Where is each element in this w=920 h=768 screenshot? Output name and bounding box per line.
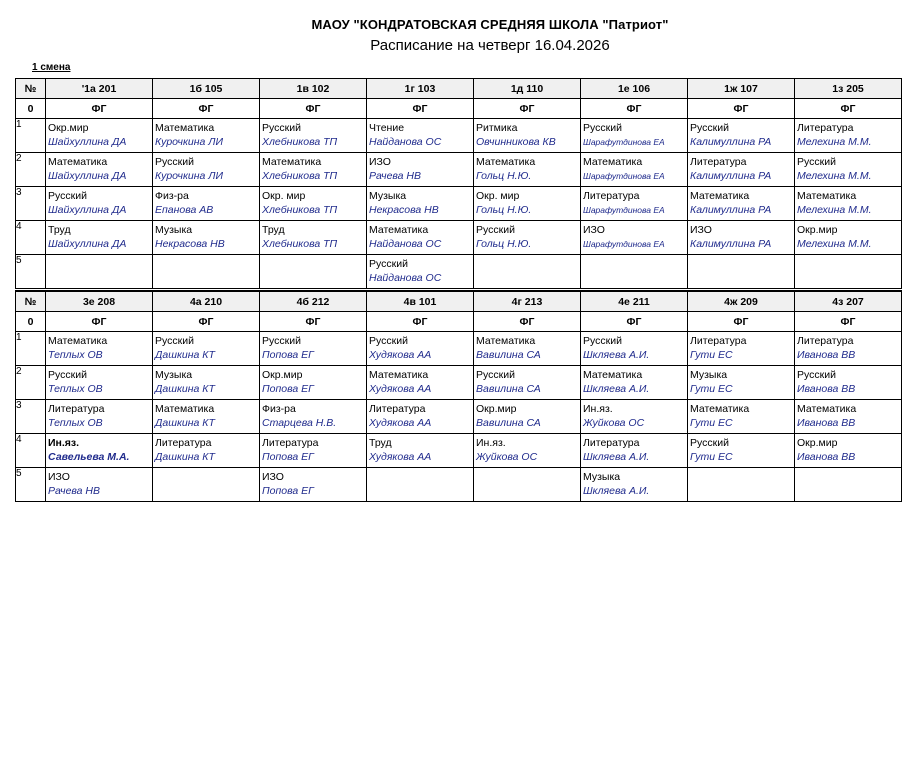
teacher-name: Найданова ОС xyxy=(369,136,442,148)
lesson-cell xyxy=(46,366,153,400)
teacher-name: Гути ЕС xyxy=(690,451,733,463)
teacher-name: Гути ЕС xyxy=(690,417,733,429)
teacher-name: Шарафутдинова ЕА xyxy=(583,205,665,215)
lesson-cell xyxy=(367,187,474,221)
class-header: 1з 205 xyxy=(795,79,902,99)
subject-name: Русский xyxy=(155,156,194,168)
teacher-name: Дашкина КТ xyxy=(155,417,215,429)
fg-cell: ФГ xyxy=(474,312,581,332)
subject-name: Музыка xyxy=(155,369,193,381)
subject-name: ИЗО xyxy=(690,224,712,236)
lesson-cell xyxy=(46,434,153,468)
lesson-cell xyxy=(688,255,795,289)
teacher-name: Мелехина М.М. xyxy=(797,170,872,182)
teacher-name: Иванова ВВ xyxy=(797,451,856,463)
teacher-name: Гольц Н.Ю. xyxy=(476,238,532,250)
teacher-name: Шарафутдинова ЕА xyxy=(583,239,665,249)
teacher-name: Шкляева А.И. xyxy=(583,485,650,497)
lesson-cell xyxy=(474,255,581,289)
lesson-cell xyxy=(153,187,260,221)
subject-name: Литература xyxy=(797,122,854,134)
teacher-name: Найданова ОС xyxy=(369,272,442,284)
lesson-cell xyxy=(795,153,902,187)
subject-name: Окр.мир xyxy=(797,437,838,449)
fg-cell: ФГ xyxy=(581,99,688,119)
class-header: 4ж 209 xyxy=(688,291,795,312)
subject-name: Математика xyxy=(797,403,857,415)
class-header: 4г 213 xyxy=(474,291,581,312)
lesson-cell xyxy=(688,434,795,468)
subject-name: ИЗО xyxy=(262,471,284,483)
subject-name: Математика xyxy=(690,403,750,415)
teacher-name: Вавилина СА xyxy=(476,383,541,395)
lesson-row xyxy=(16,400,902,434)
lesson-row xyxy=(16,153,902,187)
teacher-name: Жуйкова ОС xyxy=(476,451,538,463)
subject-name: Литература xyxy=(583,437,640,449)
lesson-cell xyxy=(260,468,367,502)
lesson-row xyxy=(16,366,902,400)
subject-name: Окр. мир xyxy=(476,190,520,202)
lesson-cell xyxy=(46,400,153,434)
subject-name: Математика xyxy=(797,190,857,202)
lesson-cell xyxy=(688,187,795,221)
lesson-row xyxy=(16,221,902,255)
schedule-table-2 xyxy=(15,290,902,502)
teacher-name: Савельева М.А. xyxy=(48,451,130,463)
lesson-cell xyxy=(367,255,474,289)
lesson-row xyxy=(16,187,902,221)
subject-name: Математика xyxy=(369,224,429,236)
subject-name: Литература xyxy=(155,437,212,449)
fg-cell: ФГ xyxy=(688,312,795,332)
teacher-name: Некрасова НВ xyxy=(369,204,439,216)
subject-name: Математика xyxy=(476,335,536,347)
lesson-cell xyxy=(474,153,581,187)
teacher-name: Шайхуллина ДА xyxy=(48,204,127,216)
class-header: 1е 106 xyxy=(581,79,688,99)
lesson-cell xyxy=(474,187,581,221)
subject-name: Музыка xyxy=(369,190,407,202)
teacher-name: Худякова АА xyxy=(369,417,432,429)
subject-name: ИЗО xyxy=(583,224,605,236)
fg-cell: ФГ xyxy=(474,99,581,119)
lesson-cell xyxy=(367,468,474,502)
lesson-cell xyxy=(367,400,474,434)
lesson-cell xyxy=(688,468,795,502)
teacher-name: Вавилина СА xyxy=(476,417,541,429)
lesson-row xyxy=(16,468,902,502)
subject-name: Литература xyxy=(690,335,747,347)
lesson-cell xyxy=(153,221,260,255)
fg-cell: ФГ xyxy=(153,312,260,332)
subject-name: Окр.мир xyxy=(476,403,517,415)
subject-name: Русский xyxy=(476,224,515,236)
fg-cell: ФГ xyxy=(260,99,367,119)
fg-cell: ФГ xyxy=(795,99,902,119)
lesson-cell xyxy=(46,187,153,221)
lesson-cell xyxy=(474,332,581,366)
subject-name: Русский xyxy=(583,335,622,347)
lesson-cell xyxy=(795,221,902,255)
teacher-name: Калимуллина РА xyxy=(690,204,772,216)
lesson-number: 4 xyxy=(16,434,46,468)
subject-name: Математика xyxy=(476,156,536,168)
teacher-name: Мелехина М.М. xyxy=(797,204,872,216)
subject-name: Математика xyxy=(48,335,108,347)
subject-name: Окр. мир xyxy=(262,190,306,202)
subject-name: Литература xyxy=(583,190,640,202)
lesson-cell xyxy=(688,119,795,153)
number-column-header: № xyxy=(16,79,46,99)
lesson-cell xyxy=(474,468,581,502)
lesson-cell xyxy=(260,332,367,366)
teacher-name: Хлебникова ТП xyxy=(262,136,338,148)
lesson-cell xyxy=(581,255,688,289)
lesson-cell xyxy=(795,255,902,289)
lesson-cell xyxy=(367,332,474,366)
subject-name: Русский xyxy=(583,122,622,134)
subject-name: Литература xyxy=(48,403,105,415)
teacher-name: Жуйкова ОС xyxy=(583,417,645,429)
subject-name: Ин.яз. xyxy=(583,403,613,415)
fg-cell: ФГ xyxy=(260,312,367,332)
teacher-name: Мелехина М.М. xyxy=(797,136,872,148)
teacher-name: Некрасова НВ xyxy=(155,238,225,250)
subject-name: Математика xyxy=(155,122,215,134)
lesson-cell xyxy=(46,153,153,187)
teacher-name: Рачева НВ xyxy=(369,170,422,182)
subject-name: Русский xyxy=(369,258,408,270)
lesson-cell xyxy=(474,119,581,153)
class-header: 1в 102 xyxy=(260,79,367,99)
teacher-name: Худякова АА xyxy=(369,349,432,361)
lesson-cell xyxy=(260,153,367,187)
teacher-name: Дашкина КТ xyxy=(155,451,215,463)
lesson-cell xyxy=(46,332,153,366)
teacher-name: Калимуллина РА xyxy=(690,238,772,250)
lesson-number: 5 xyxy=(16,255,46,289)
teacher-name: Калимуллина РА xyxy=(690,136,772,148)
teacher-name: Епанова АВ xyxy=(155,204,214,216)
subject-name: Музыка xyxy=(583,471,621,483)
fg-cell: ФГ xyxy=(688,99,795,119)
lesson-cell xyxy=(153,255,260,289)
lesson-cell xyxy=(795,400,902,434)
teacher-name: Шайхуллина ДА xyxy=(48,136,127,148)
teacher-name: Худякова АА xyxy=(369,451,432,463)
teacher-name: Иванова ВВ xyxy=(797,383,856,395)
lesson-number: 4 xyxy=(16,221,46,255)
lesson-cell xyxy=(581,119,688,153)
teacher-name: Дашкина КТ xyxy=(155,383,215,395)
lesson-cell xyxy=(688,221,795,255)
subject-name: Русский xyxy=(369,335,408,347)
subject-name: Математика xyxy=(690,190,750,202)
teacher-name: Иванова ВВ xyxy=(797,417,856,429)
lesson-cell xyxy=(581,187,688,221)
teacher-name: Попова ЕГ xyxy=(262,451,314,463)
teacher-name: Попова ЕГ xyxy=(262,349,314,361)
teacher-name: Теплых ОВ xyxy=(48,383,103,395)
subject-name: Русский xyxy=(690,122,729,134)
subject-name: Музыка xyxy=(690,369,728,381)
teacher-name: Иванова ВВ xyxy=(797,349,856,361)
teacher-name: Шайхуллина ДА xyxy=(48,238,127,250)
subject-name: Литература xyxy=(690,156,747,168)
subject-name: Русский xyxy=(48,190,87,202)
subject-name: Труд xyxy=(48,224,71,236)
subject-name: Литература xyxy=(797,335,854,347)
fg-cell: ФГ xyxy=(367,312,474,332)
lesson-cell xyxy=(153,366,260,400)
class-header: 1д 110 xyxy=(474,79,581,99)
subject-name: Ритмика xyxy=(476,122,518,134)
class-header: 1г 103 xyxy=(367,79,474,99)
lesson-cell xyxy=(688,400,795,434)
subject-name: Русский xyxy=(262,335,301,347)
shift-label: 1 смена xyxy=(32,62,71,73)
lesson-cell xyxy=(153,400,260,434)
class-header: 4б 212 xyxy=(260,291,367,312)
lesson-cell xyxy=(795,434,902,468)
lesson-cell xyxy=(260,400,367,434)
lesson-cell xyxy=(581,153,688,187)
subject-name: Русский xyxy=(476,369,515,381)
lesson-cell xyxy=(688,332,795,366)
teacher-name: Теплых ОВ xyxy=(48,349,103,361)
lesson-cell xyxy=(46,221,153,255)
teacher-name: Найданова ОС xyxy=(369,238,442,250)
teacher-name: Попова ЕГ xyxy=(262,485,314,497)
teacher-name: Шкляева А.И. xyxy=(583,451,650,463)
teacher-name: Вавилина СА xyxy=(476,349,541,361)
lesson-number: 3 xyxy=(16,187,46,221)
subject-name: Ин.яз. xyxy=(48,437,80,449)
fg-cell: ФГ xyxy=(367,99,474,119)
teacher-name: Гути ЕС xyxy=(690,383,733,395)
lesson-cell xyxy=(474,221,581,255)
subject-name: Русский xyxy=(797,156,836,168)
lesson-cell xyxy=(260,255,367,289)
subject-name: Русский xyxy=(690,437,729,449)
lesson-cell xyxy=(367,366,474,400)
teacher-name: Дашкина КТ xyxy=(155,349,215,361)
subject-name: Литература xyxy=(369,403,426,415)
class-header: 3е 208 xyxy=(46,291,153,312)
teacher-name: Гольц Н.Ю. xyxy=(476,170,532,182)
subject-name: Русский xyxy=(48,369,87,381)
lesson-number: 2 xyxy=(16,153,46,187)
subject-name: Физ-ра xyxy=(262,403,296,415)
teacher-name: Шайхуллина ДА xyxy=(48,170,127,182)
class-header: 1ж 107 xyxy=(688,79,795,99)
subject-name: Ин.яз. xyxy=(476,437,506,449)
lesson-cell xyxy=(46,255,153,289)
class-header-row xyxy=(16,79,902,99)
fg-row xyxy=(16,312,902,332)
teacher-name: Шарафутдинова ЕА xyxy=(583,137,665,147)
lesson-cell xyxy=(688,366,795,400)
lesson-cell xyxy=(46,468,153,502)
subject-name: Математика xyxy=(262,156,322,168)
subject-name: Физ-ра xyxy=(155,190,189,202)
lesson-cell xyxy=(795,366,902,400)
lesson-cell xyxy=(581,400,688,434)
lesson-number: 0 xyxy=(16,312,46,332)
lesson-row xyxy=(16,434,902,468)
subject-name: Русский xyxy=(155,335,194,347)
teacher-name: Курочкина ЛИ xyxy=(155,170,224,182)
subject-name: Труд xyxy=(369,437,392,449)
teacher-name: Гути ЕС xyxy=(690,349,733,361)
teacher-name: Попова ЕГ xyxy=(262,383,314,395)
fg-row xyxy=(16,99,902,119)
class-header: 4в 101 xyxy=(367,291,474,312)
lesson-cell xyxy=(688,153,795,187)
teacher-name: Рачева НВ xyxy=(48,485,101,497)
lesson-cell xyxy=(367,221,474,255)
teacher-name: Хлебникова ТП xyxy=(262,238,338,250)
class-header-row xyxy=(16,291,902,312)
subject-name: Математика xyxy=(155,403,215,415)
lesson-cell xyxy=(581,468,688,502)
fg-cell: ФГ xyxy=(46,312,153,332)
class-header: 1б 105 xyxy=(153,79,260,99)
subject-name: ИЗО xyxy=(369,156,391,168)
subject-name: Литература xyxy=(262,437,319,449)
teacher-name: Шкляева А.И. xyxy=(583,383,650,395)
subject-name: Математика xyxy=(48,156,108,168)
teacher-name: Овчинникова КВ xyxy=(476,136,556,148)
lesson-cell xyxy=(260,434,367,468)
subject-name: Русский xyxy=(797,369,836,381)
lesson-cell xyxy=(367,119,474,153)
lesson-number: 1 xyxy=(16,119,46,153)
lesson-cell xyxy=(474,366,581,400)
teacher-name: Гольц Н.Ю. xyxy=(476,204,532,216)
teacher-name: Теплых ОВ xyxy=(48,417,103,429)
lesson-cell xyxy=(795,187,902,221)
lesson-cell xyxy=(581,221,688,255)
subject-name: Окр.мир xyxy=(797,224,838,236)
lesson-cell xyxy=(581,332,688,366)
class-header: 4а 210 xyxy=(153,291,260,312)
teacher-name: Мелехина М.М. xyxy=(797,238,872,250)
schedule-table-1 xyxy=(15,78,902,289)
lesson-cell xyxy=(153,434,260,468)
lesson-cell xyxy=(367,153,474,187)
lesson-cell xyxy=(795,468,902,502)
subject-name: Математика xyxy=(369,369,429,381)
lesson-number: 5 xyxy=(16,468,46,502)
subject-name: Математика xyxy=(583,369,643,381)
teacher-name: Хлебникова ТП xyxy=(262,204,338,216)
lesson-cell xyxy=(153,468,260,502)
fg-cell: ФГ xyxy=(153,99,260,119)
subject-name: Окр.мир xyxy=(48,122,89,134)
fg-cell: ФГ xyxy=(46,99,153,119)
subject-name: ИЗО xyxy=(48,471,70,483)
lesson-cell xyxy=(367,434,474,468)
lesson-cell xyxy=(474,434,581,468)
lesson-cell xyxy=(46,119,153,153)
subject-name: Русский xyxy=(262,122,301,134)
lesson-row xyxy=(16,332,902,366)
lesson-cell xyxy=(260,221,367,255)
subject-name: Труд xyxy=(262,224,285,236)
lesson-cell xyxy=(581,366,688,400)
school-title: МАОУ "КОНДРАТОВСКАЯ СРЕДНЯЯ ШКОЛА "Патриот" xyxy=(311,17,669,32)
number-column-header: № xyxy=(16,291,46,312)
class-header: 4з 207 xyxy=(795,291,902,312)
lesson-cell xyxy=(153,153,260,187)
schedule-date-title: Расписание на четверг 16.04.2026 xyxy=(370,37,610,54)
teacher-name: Курочкина ЛИ xyxy=(155,136,224,148)
lesson-number: 3 xyxy=(16,400,46,434)
teacher-name: Шкляева А.И. xyxy=(583,349,650,361)
class-header: '1а 201 xyxy=(46,79,153,99)
subject-name: Математика xyxy=(583,156,643,168)
lesson-cell xyxy=(153,332,260,366)
lesson-row xyxy=(16,255,902,289)
lesson-cell xyxy=(153,119,260,153)
teacher-name: Шарафутдинова ЕА xyxy=(583,171,665,181)
lesson-cell xyxy=(795,332,902,366)
teacher-name: Старцева Н.В. xyxy=(262,417,337,429)
subject-name: Музыка xyxy=(155,224,193,236)
fg-cell: ФГ xyxy=(795,312,902,332)
subject-name: Чтение xyxy=(369,122,405,134)
class-header: 4е 211 xyxy=(581,291,688,312)
lesson-row xyxy=(16,119,902,153)
lesson-cell xyxy=(474,400,581,434)
lesson-cell xyxy=(260,119,367,153)
fg-cell: ФГ xyxy=(581,312,688,332)
teacher-name: Худякова АА xyxy=(369,383,432,395)
teacher-name: Хлебникова ТП xyxy=(262,170,338,182)
lesson-cell xyxy=(581,434,688,468)
lesson-number: 1 xyxy=(16,332,46,366)
lesson-cell xyxy=(260,366,367,400)
lesson-cell xyxy=(795,119,902,153)
subject-name: Окр.мир xyxy=(262,369,303,381)
lesson-cell xyxy=(260,187,367,221)
teacher-name: Калимуллина РА xyxy=(690,170,772,182)
lesson-number: 2 xyxy=(16,366,46,400)
lesson-number: 0 xyxy=(16,99,46,119)
